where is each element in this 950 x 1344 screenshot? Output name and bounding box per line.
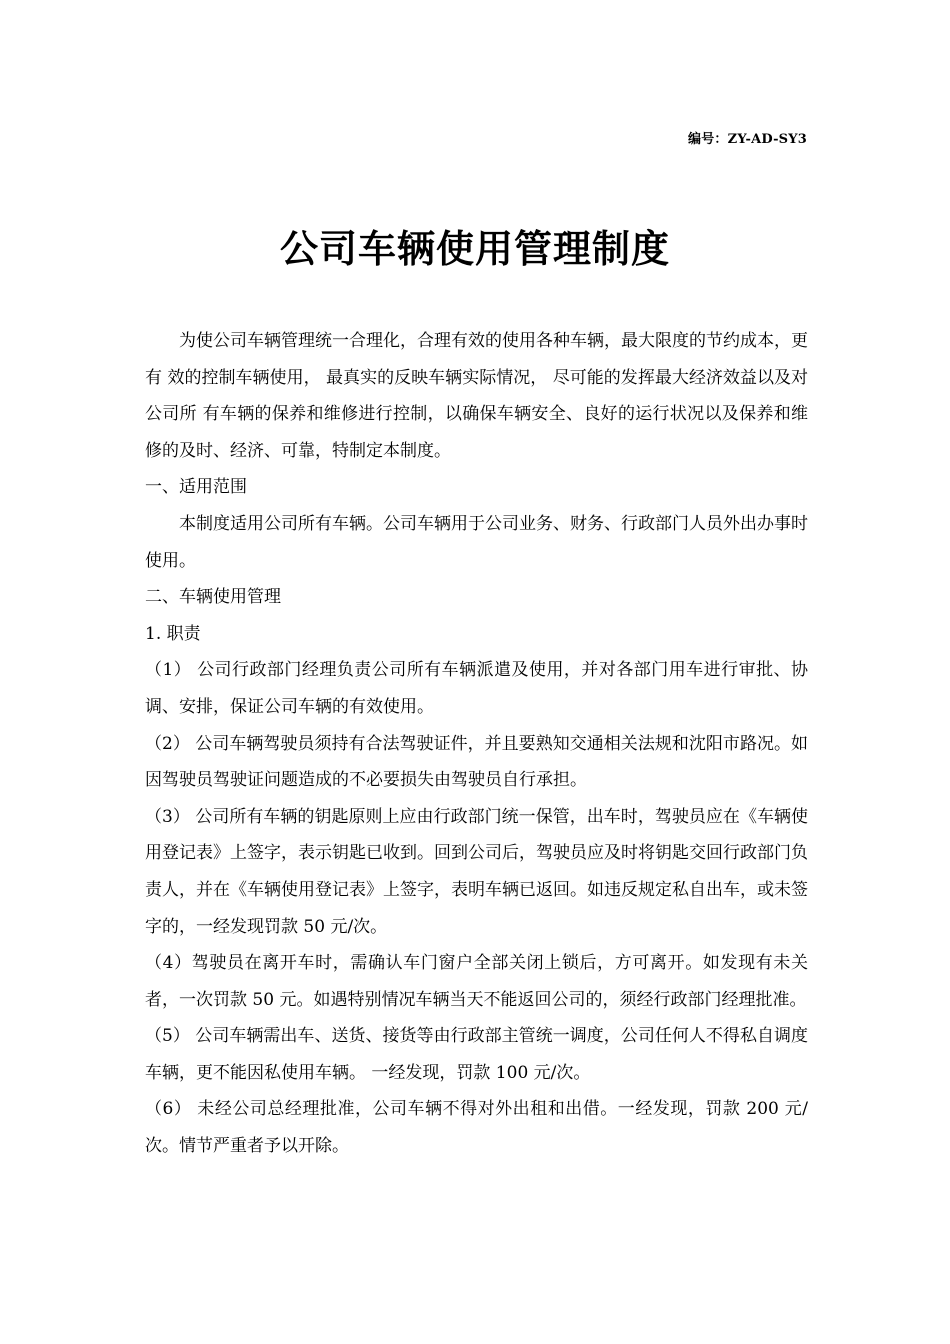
intro-paragraph: 为使公司车辆管理统一合理化，合理有效的使用各种车辆，最大限度的节约成本，更有 效的控制车辆使用， 最真实的反映车辆实际情况， 尽可能的发挥最大经济效益以及对公司所 有车辆的保养和维修进行控制，以确保车辆安全、良好的运行状况以及保养和维修的及时、经济、可靠，特制定本制度。	[145, 331, 808, 461]
clause-2: （2） 公司车辆驾驶员须持有合法驾驶证件，并且要熟知交通相关法规和沈阳市路况。如因驾驶员驾驶证问题造成的不必要损失由驾驶员自行承担。	[145, 733, 808, 791]
clause-5: （5） 公司车辆需出车、送货、接货等由行政部主管统一调度，公司任何人不得私自调度车辆，更不能因私使用车辆。 一经发现，罚款 100 元/次。	[145, 1026, 808, 1083]
subsection-heading-duties: 1. 职责	[145, 623, 201, 644]
clause-6: （6） 未经公司总经理批准，公司车辆不得对外出租和出借。一经发现，罚款 200 元/次。情节严重者予以开除。	[145, 1099, 808, 1157]
document-title: 公司车辆使用管理制度	[279, 226, 670, 271]
section-heading-scope: 一、适用范围	[145, 477, 247, 498]
scope-paragraph: 本制度适用公司所有车辆。公司车辆用于公司业务、财务、行政部门人员外出办事时使用。	[145, 513, 808, 571]
clause-4: （4）驾驶员在离开车时，需确认车门窗户全部关闭上锁后，方可离开。如发现有未关者，一次罚款 50 元。如遇特别情况车辆当天不能返回公司的，须经行政部门经理批准。	[145, 953, 808, 1010]
document-body	[145, 323, 808, 1165]
clause-3: （3） 公司所有车辆的钥匙原则上应由行政部门统一保管，出车时，驾驶员应在《车辆使用登记表》上签字，表示钥匙已收到。回到公司后，驾驶员应及时将钥匙交回行政部门负责人，并在《车辆使用登记表》上签字，表明车辆已返回。如违反规定私自出车，或未签字的，一经发现罚款 50 元/次。	[145, 806, 808, 937]
section-heading-usage: 二、车辆使用管理	[145, 587, 281, 608]
clause-1: （1） 公司行政部门经理负责公司所有车辆派遣及使用，并对各部门用车进行审批、协调、安排，保证公司车辆的有效使用。	[145, 660, 808, 717]
document-code: 编号：ZY-AD-SY3	[688, 132, 807, 147]
